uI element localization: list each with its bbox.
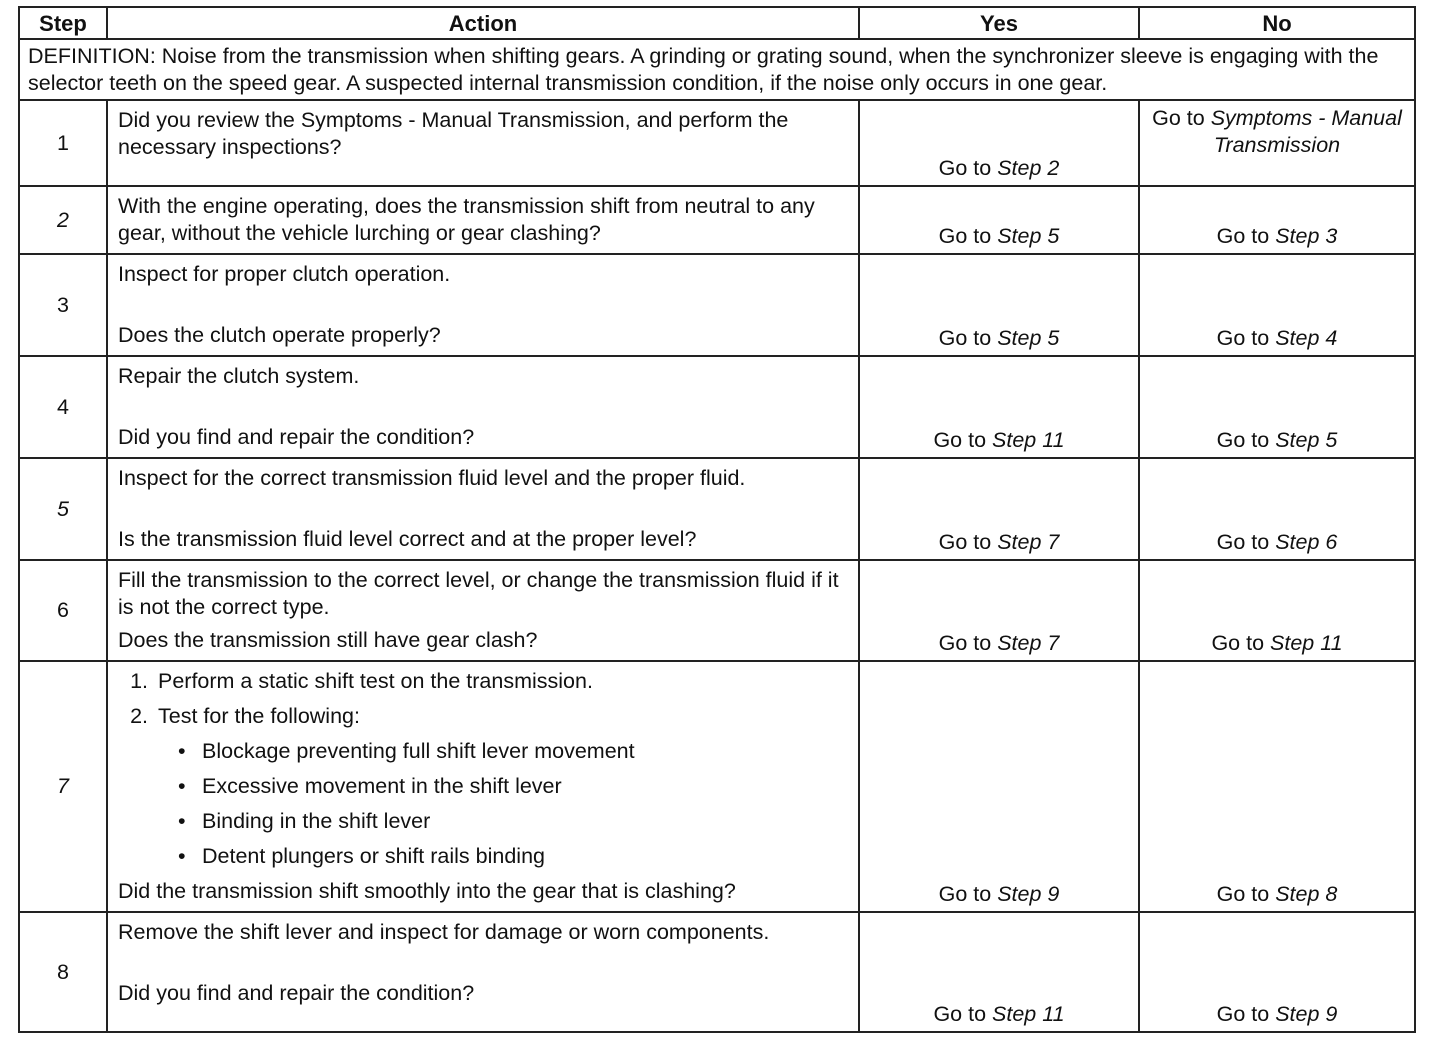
yes-cell: Go to Step 7 xyxy=(859,560,1139,661)
yes-link[interactable]: Step 2 xyxy=(997,156,1060,180)
no-link[interactable]: Symptoms - Manual Transmission xyxy=(1210,106,1402,157)
yes-link[interactable]: Step 5 xyxy=(997,224,1060,248)
yes-link[interactable]: Step 5 xyxy=(997,326,1060,350)
action-text: Remove the shift lever and inspect for damage or worn components. Did you find and repair the condition? xyxy=(107,912,859,1032)
bullet-list xyxy=(158,738,848,870)
yes-cell: Go to Step 5 xyxy=(859,186,1139,254)
table-row xyxy=(19,912,1415,1032)
list-item: • Blockage preventing full shift lever movement xyxy=(198,738,848,765)
yes-cell: Go to Step 11 xyxy=(859,356,1139,458)
no-link[interactable]: Step 6 xyxy=(1275,530,1338,554)
no-link[interactable]: Step 9 xyxy=(1275,1002,1338,1026)
action-text: With the engine operating, does the transmission shift from neutral to any gear, without the vehicle lurching or gear clashing? xyxy=(107,186,859,254)
step-number: 8 xyxy=(19,912,107,1032)
step-number: 3 xyxy=(19,254,107,356)
diagnostic-table xyxy=(18,6,1416,1033)
yes-link[interactable]: Step 11 xyxy=(992,428,1065,452)
header-step: Step xyxy=(19,7,107,39)
list-item: 1. Perform a static shift test on the transmission. xyxy=(154,668,848,695)
no-cell: Go to Step 3 xyxy=(1139,186,1415,254)
header-action: Action xyxy=(107,7,859,39)
yes-cell: Go to Step 2 xyxy=(859,100,1139,186)
no-cell: Go to Step 9 xyxy=(1139,912,1415,1032)
no-cell: Go to Step 8 xyxy=(1139,661,1415,912)
table-row xyxy=(19,458,1415,560)
step-number: 6 xyxy=(19,560,107,661)
yes-cell: Go to Step 5 xyxy=(859,254,1139,356)
step-number: 7 xyxy=(19,661,107,912)
action-text: Did you review the Symptoms - Manual Transmission, and perform the necessary inspections? xyxy=(107,100,859,186)
action-text: 1. Perform a static shift test on the transmission. 2. Test for the following: • Blockage preventing full shift lever movement • Excessive movement in the shift lever • Binding in the shift lever • Detent plungers or shift rails binding Did the transmission shift smoothly into the gear that is clashing? xyxy=(107,661,859,912)
header-no: No xyxy=(1139,7,1415,39)
table-row xyxy=(19,186,1415,254)
step-number: 4 xyxy=(19,356,107,458)
no-link[interactable]: Step 3 xyxy=(1275,224,1338,248)
step-number: 1 xyxy=(19,100,107,186)
step-number: 5 xyxy=(19,458,107,560)
no-cell: Go to Step 6 xyxy=(1139,458,1415,560)
list-item: • Excessive movement in the shift lever xyxy=(198,773,848,800)
action-text: Inspect for proper clutch operation. Does the clutch operate properly? xyxy=(107,254,859,356)
substep-list xyxy=(118,668,848,870)
action-text: Inspect for the correct transmission fluid level and the proper fluid. Is the transmission fluid level correct and at the proper level? xyxy=(107,458,859,560)
definition-text: DEFINITION: Noise from the transmission when shifting gears. A grinding or grating sound, when the synchronizer sleeve is engaging with the selector teeth on the speed gear. A suspected internal transmission condition, if the noise only occurs in one gear. xyxy=(19,39,1415,100)
no-link[interactable]: Step 5 xyxy=(1275,428,1338,452)
list-item: • Detent plungers or shift rails binding xyxy=(198,843,848,870)
no-link[interactable]: Step 8 xyxy=(1275,882,1338,906)
list-item: 2. Test for the following: • Blockage preventing full shift lever movement • Excessive movement in the shift lever • Binding in the shift lever • Detent plungers or shift rails binding xyxy=(154,703,848,870)
table-row xyxy=(19,560,1415,661)
table-row xyxy=(19,254,1415,356)
yes-link[interactable]: Step 9 xyxy=(997,882,1060,906)
yes-link[interactable]: Step 7 xyxy=(997,530,1060,554)
no-link[interactable]: Step 4 xyxy=(1275,326,1338,350)
yes-cell: Go to Step 11 xyxy=(859,912,1139,1032)
no-cell: Go to Step 5 xyxy=(1139,356,1415,458)
table-row xyxy=(19,661,1415,912)
yes-link[interactable]: Step 11 xyxy=(992,1002,1065,1026)
no-cell: Go to Step 11 xyxy=(1139,560,1415,661)
action-text: Repair the clutch system. Did you find and repair the condition? xyxy=(107,356,859,458)
no-cell: Go to Step 4 xyxy=(1139,254,1415,356)
yes-cell: Go to Step 7 xyxy=(859,458,1139,560)
table-row xyxy=(19,356,1415,458)
step-number: 2 xyxy=(19,186,107,254)
yes-link[interactable]: Step 7 xyxy=(997,631,1060,655)
list-item: • Binding in the shift lever xyxy=(198,808,848,835)
table-row xyxy=(19,100,1415,186)
action-text: Fill the transmission to the correct level, or change the transmission fluid if it is not the correct type. Does the transmission still have gear clash? xyxy=(107,560,859,661)
definition-row xyxy=(19,39,1415,100)
header-yes: Yes xyxy=(859,7,1139,39)
no-link[interactable]: Step 11 xyxy=(1270,631,1343,655)
no-cell: Go to Symptoms - Manual Transmission xyxy=(1139,100,1415,186)
header-row xyxy=(19,7,1415,39)
yes-cell: Go to Step 9 xyxy=(859,661,1139,912)
